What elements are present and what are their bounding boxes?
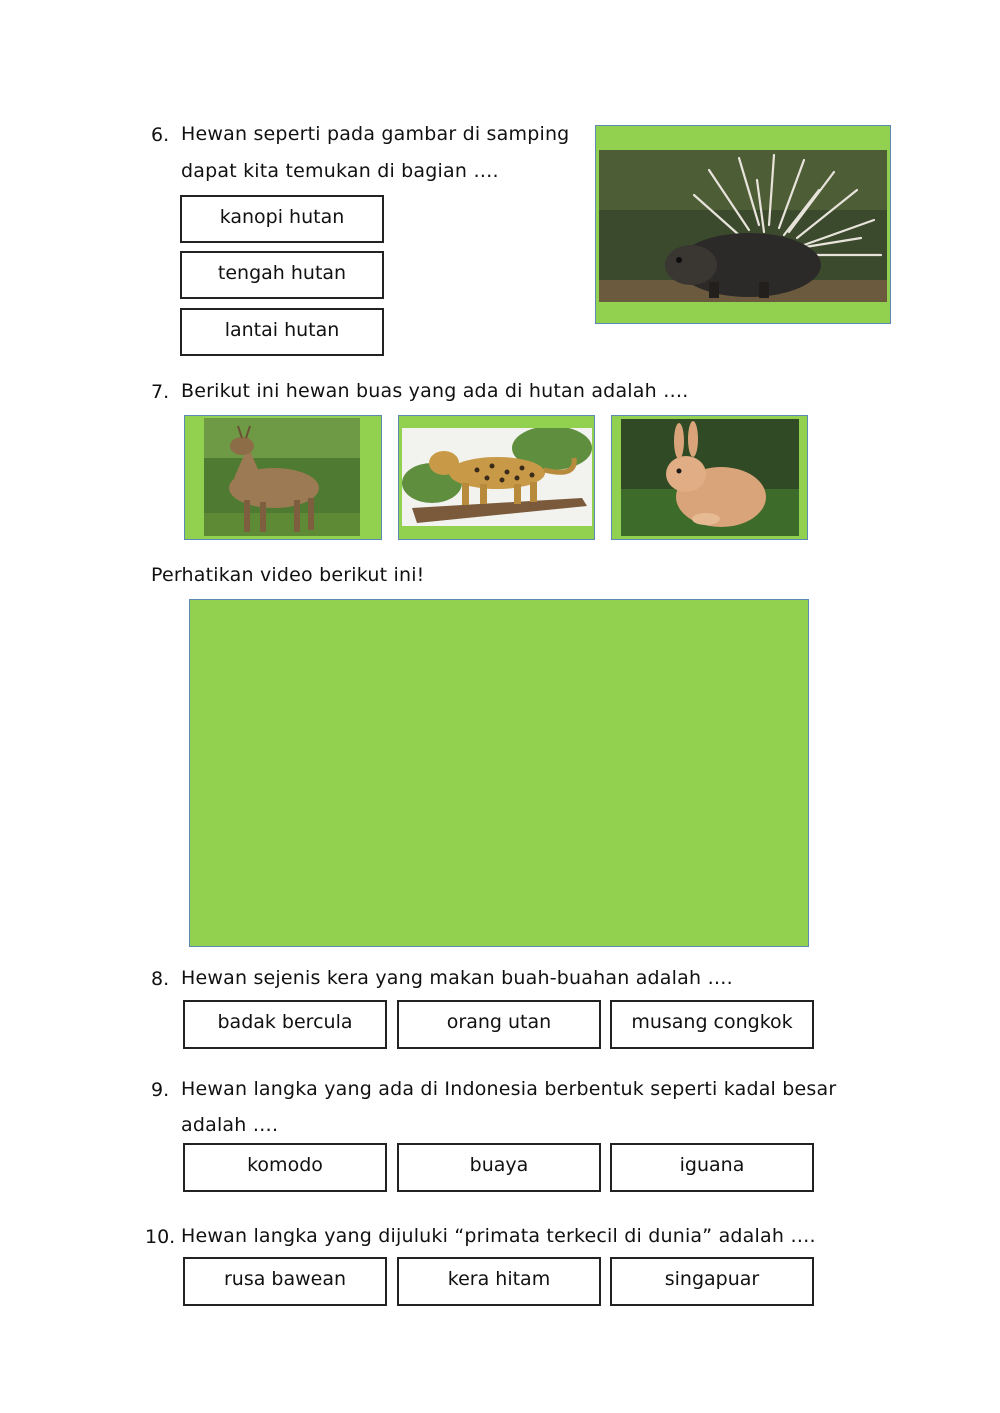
- q6-text-line1: Hewan seperti pada gambar di samping: [181, 123, 570, 145]
- leopard-photo-icon: [402, 428, 592, 526]
- q8-number: 8.: [151, 968, 170, 990]
- q8-text: Hewan sejenis kera yang makan buah-buahan adalah ….: [181, 967, 733, 989]
- video-instruction: Perhatikan video berikut ini!: [151, 564, 425, 586]
- q6-option-tengah-hutan[interactable]: tengah hutan: [180, 251, 384, 299]
- porcupine-image-frame: [595, 125, 891, 324]
- video-placeholder[interactable]: [189, 599, 809, 947]
- deer-image-frame[interactable]: [184, 415, 382, 540]
- q9-option-komodo[interactable]: komodo: [183, 1143, 387, 1192]
- q9-number: 9.: [151, 1079, 170, 1101]
- q8-option-badak-bercula[interactable]: badak bercula: [183, 1000, 387, 1049]
- q9-text-line2: adalah ….: [181, 1114, 279, 1136]
- q9-text-line1: Hewan langka yang ada di Indonesia berbentuk seperti kadal besar: [181, 1078, 837, 1100]
- q10-text: Hewan langka yang dijuluki “primata terkecil di dunia” adalah ….: [181, 1225, 816, 1247]
- rabbit-image-frame[interactable]: [611, 415, 808, 540]
- q8-option-musang-congkok[interactable]: musang congkok: [610, 1000, 814, 1049]
- q6-option-kanopi-hutan[interactable]: kanopi hutan: [180, 195, 384, 243]
- q7-text: Berikut ini hewan buas yang ada di hutan adalah ….: [181, 380, 689, 402]
- q10-number: 10.: [145, 1226, 176, 1248]
- q7-number: 7.: [151, 381, 170, 403]
- q6-number: 6.: [151, 124, 170, 146]
- q10-option-singapuar[interactable]: singapuar: [610, 1257, 814, 1306]
- deer-photo-icon: [204, 418, 360, 536]
- q9-option-buaya[interactable]: buaya: [397, 1143, 601, 1192]
- q8-option-orang-utan[interactable]: orang utan: [397, 1000, 601, 1049]
- rabbit-photo-icon: [621, 419, 799, 536]
- porcupine-photo-icon: [599, 150, 887, 302]
- q6-text-line2: dapat kita temukan di bagian ….: [181, 160, 499, 182]
- q10-option-kera-hitam[interactable]: kera hitam: [397, 1257, 601, 1306]
- leopard-image-frame[interactable]: [398, 415, 595, 540]
- q9-option-iguana[interactable]: iguana: [610, 1143, 814, 1192]
- q10-option-rusa-bawean[interactable]: rusa bawean: [183, 1257, 387, 1306]
- q6-option-lantai-hutan[interactable]: lantai hutan: [180, 308, 384, 356]
